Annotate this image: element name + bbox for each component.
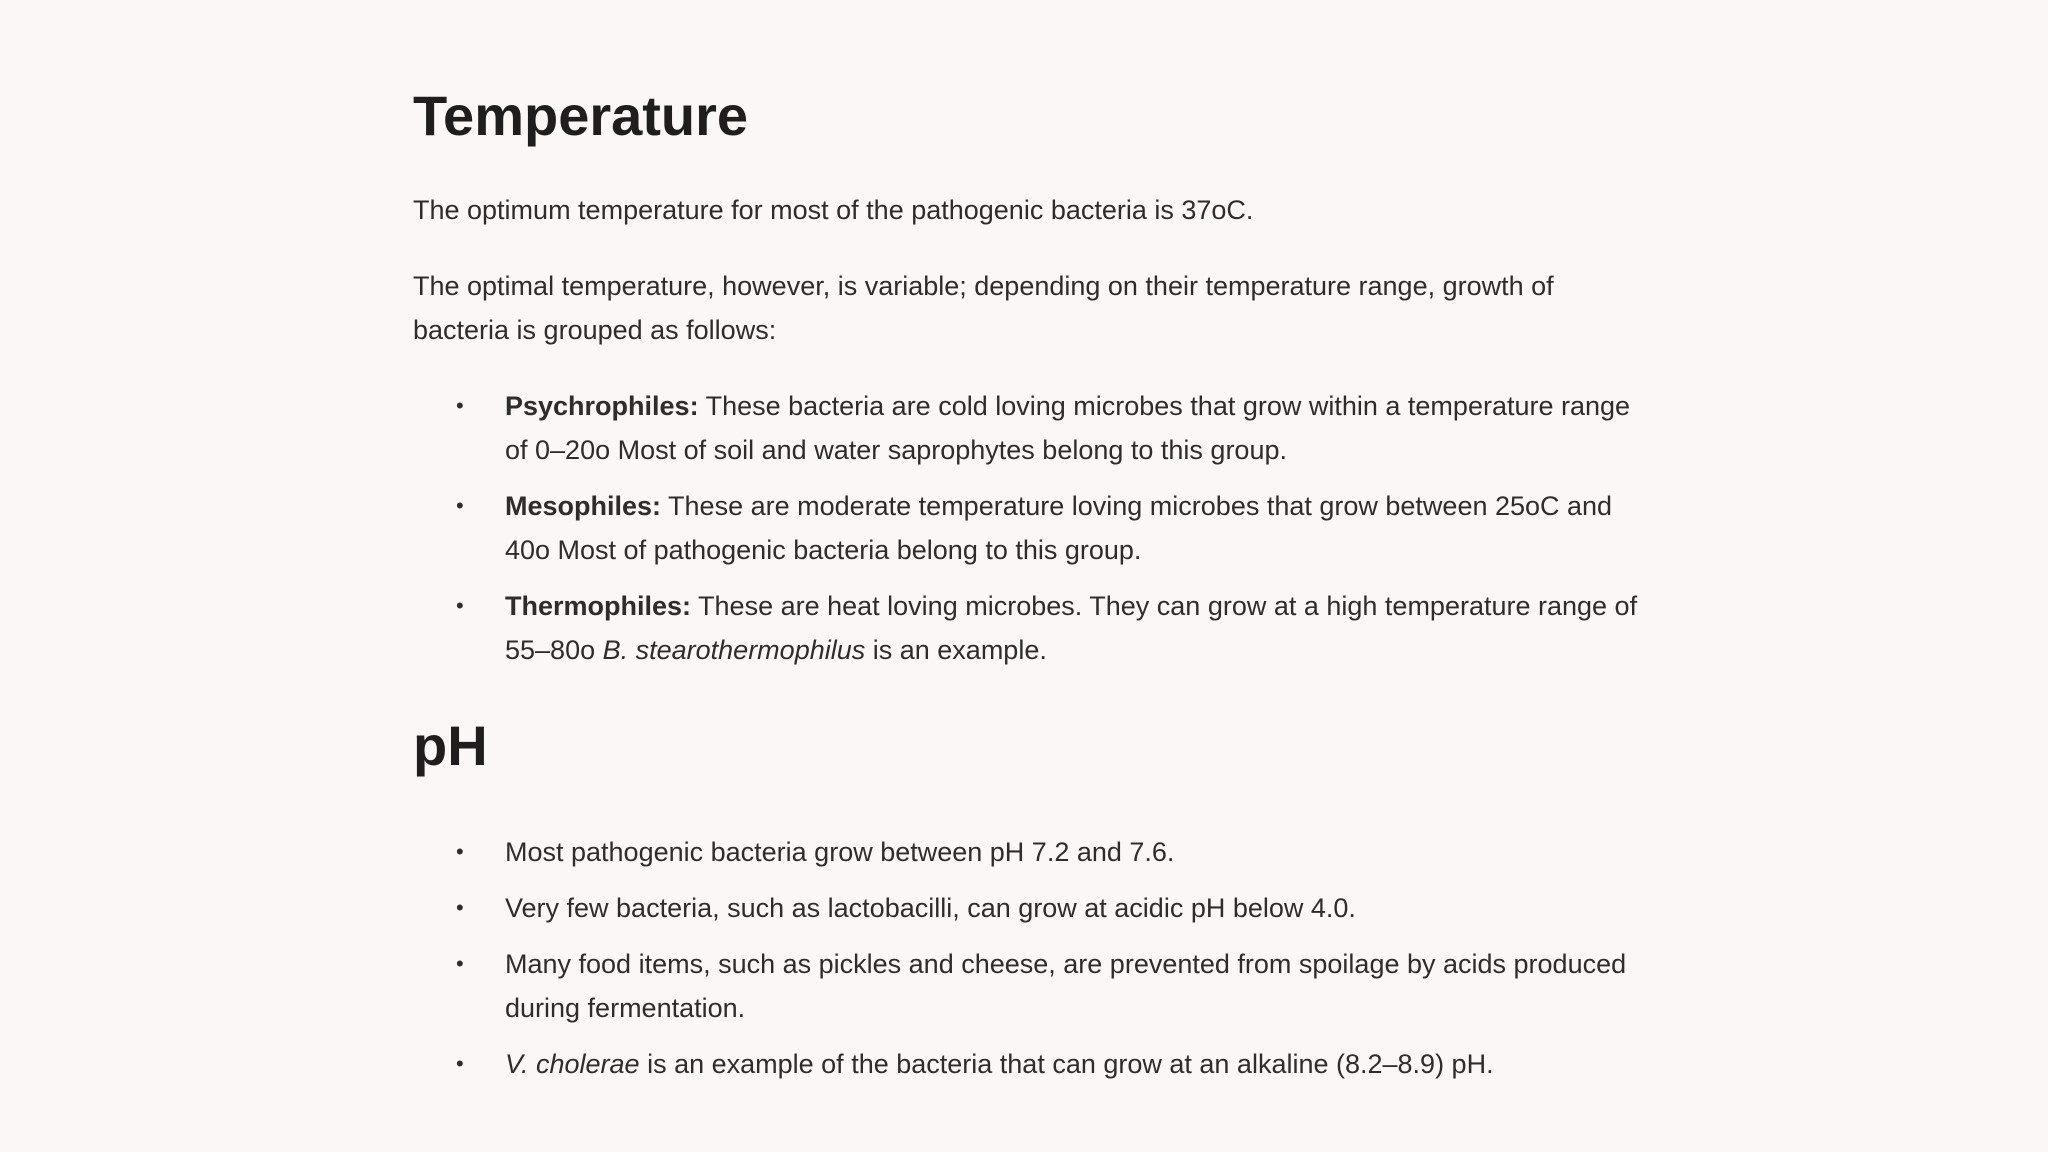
paragraph-optimal-temperature: The optimal temperature, however, is variable; depending on their temperature range, growth of bacteria is grouped as follows: — [413, 271, 1554, 345]
description-psychrophiles: These bacteria are cold loving microbes that grow within a temperature range of 0–20o Most of soil and water saprophytes belong to this group. — [505, 391, 1631, 465]
description-mesophiles: These are moderate temperature loving microbes that grow between 25oC and 40o Most of pathogenic bacteria belong to this group. — [505, 491, 1613, 565]
bullet-icon: • — [456, 839, 464, 864]
species-name: V. cholerae — [505, 1049, 640, 1079]
document-page — [413, 82, 1653, 1086]
ph-facts-list — [413, 830, 1653, 1086]
bullet-icon: • — [456, 951, 464, 976]
ph-fact-text: Very few bacteria, such as lactobacilli, can grow at acidic pH below 4.0. — [505, 893, 1356, 923]
ph-fact-text: Many food items, such as pickles and cheese, are prevented from spoilage by acids produced during fermentation. — [505, 949, 1627, 1023]
paragraph-optimum-temperature: The optimum temperature for most of the pathogenic bacteria is 37oC. — [413, 195, 1254, 225]
description-thermophiles-end: is an example. — [865, 635, 1047, 665]
species-name: B. stearothermophilus — [602, 635, 866, 665]
temperature-groups-list — [413, 384, 1653, 672]
list-item-ph-alkaline — [413, 1042, 1640, 1086]
ph-fact-text: Most pathogenic bacteria grow between pH 7.2 and 7.6. — [505, 837, 1175, 867]
list-item-thermophiles — [413, 584, 1640, 672]
bullet-icon: • — [456, 1051, 464, 1076]
term-mesophiles: Mesophiles: — [505, 491, 662, 521]
list-item-psychrophiles — [413, 384, 1640, 472]
ph-fact-text: is an example of the bacteria that can grow at an alkaline (8.2–8.9) pH. — [639, 1049, 1494, 1079]
bullet-icon: • — [456, 593, 464, 618]
section-title-ph: pH — [413, 714, 488, 777]
bullet-icon: • — [456, 393, 464, 418]
list-item-ph-acidic — [413, 886, 1640, 930]
section-title-temperature: Temperature — [413, 84, 749, 147]
bullet-icon: • — [456, 895, 464, 920]
list-item-ph-food — [413, 942, 1640, 1030]
description-thermophiles: These are heat loving microbes. They can grow at a high temperature range of 55–80o — [505, 591, 1638, 665]
list-item-ph-range — [413, 830, 1640, 874]
list-item-mesophiles — [413, 484, 1640, 572]
term-thermophiles: Thermophiles: — [505, 591, 692, 621]
term-psychrophiles: Psychrophiles: — [505, 391, 699, 421]
bullet-icon: • — [456, 493, 464, 518]
